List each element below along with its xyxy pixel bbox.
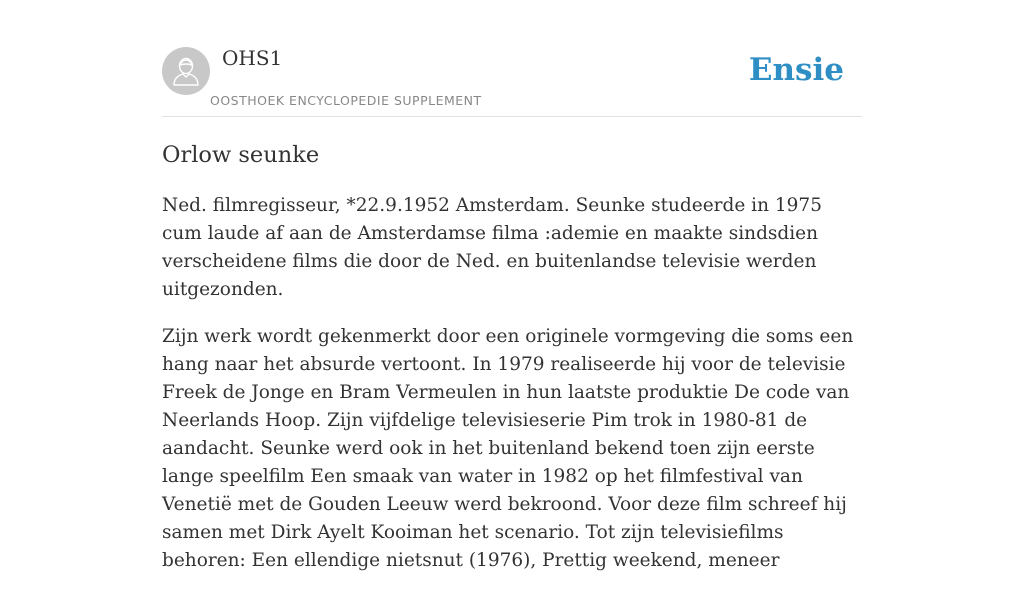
source-name[interactable]: OOSTHOEK ENCYCLOPEDIE SUPPLEMENT [210, 93, 482, 108]
author-name[interactable]: OHS1 [222, 46, 283, 70]
brand-logo[interactable]: Ensie [748, 52, 844, 88]
article-paragraph: Ned. filmregisseur, *22.9.1952 Amsterdam. Seunke studeerde in 1975 cum laude af aan de Amsterdamse filma :ademie en maakte sindsdien verscheidene films die door de Ned. en buitenlandse televisie werden uitgezonden. [162, 195, 822, 300]
header [162, 46, 862, 117]
user-silhouette-icon [162, 47, 210, 95]
avatar[interactable] [162, 47, 210, 95]
article-paragraph: Zijn werk wordt gekenmerkt door een originele vormgeving die soms een hang naar het absurde vertoont. In 1979 realiseerde hij voor de televisie Freek de Jonge en Bram Vermeulen in hun laatste produktie De code van Neerlands Hoop. Zijn vijfdelige televisieserie Pim trok in 1980-81 de aandacht. Seunke werd ook in het buitenland bekend toen zijn eerste lange speelfilm Een smaak van water in 1982 op het filmfestival van Venetië met de Gouden Leeuw werd bekroond. Voor deze film schreef hij samen met Dirk Ayelt Kooiman het scenario. Tot zijn televisiefilms behoren: Een ellendige nietsnut (1976), Prettig weekend, meneer [162, 326, 854, 571]
article-body [162, 192, 865, 594]
article-title: Orlow seunke [162, 142, 320, 168]
